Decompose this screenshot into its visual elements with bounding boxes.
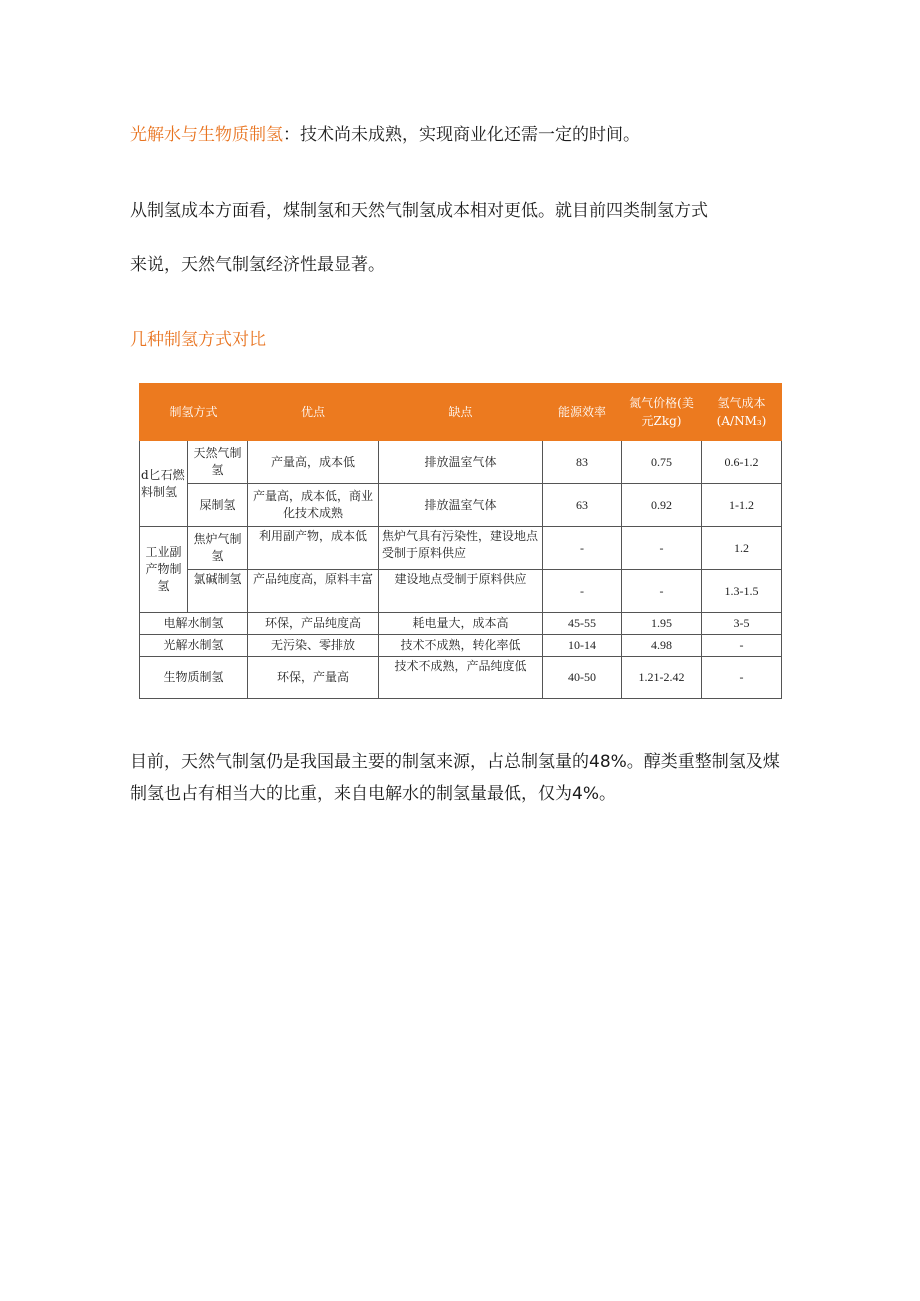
cell-cost: 1.2 [702,527,782,570]
cell-efficiency: 10-14 [543,635,622,657]
intro-paragraph-cost-line2: 来说，天然气制氢经济性最显著。 [130,255,385,275]
body-text: ：技术尚未成熟，实现商业化还需一定的时间。 [283,125,640,145]
cell-cost: - [702,635,782,657]
cell-efficiency: - [543,527,622,570]
table-row [140,657,782,699]
table-row [140,570,782,613]
cell-method: 氯碱制氢 [188,570,248,613]
header-cost: 氢气成本(A/NM₃) [702,384,782,441]
header-cons: 缺点 [379,384,543,441]
cell-method: 天然气制氢 [188,441,248,484]
cell-pros: 产品纯度高，原料丰富 [248,570,379,613]
cell-pros: 产量高，成本低 [248,441,379,484]
section-title: 几种制氢方式对比 [130,330,266,350]
cell-price: 4.98 [622,635,702,657]
group-fossil: d匕石燃料制氢 [140,441,188,527]
cell-method: 电解水制氢 [140,613,248,635]
cell-cons: 技术不成熟，产品纯度低 [379,657,543,699]
cell-pros: 环保，产量高 [248,657,379,699]
conclusion-paragraph: 目前，天然气制氢仍是我国最主要的制氢来源，占总制氢量的48%。醇类重整制氢及煤制氢也占有相当大的比重，来自电解水的制氢量最低，仅为4%。 [130,752,780,804]
cell-cons: 焦炉气具有污染性，建设地点受制于原料供应 [379,527,543,570]
cell-cost: - [702,657,782,699]
cell-cons: 排放温室气体 [379,484,543,527]
cell-efficiency: - [543,570,622,613]
intro-paragraph-photolysis [130,120,640,150]
cell-pros: 产量高，成本低，商业化技术成熟 [248,484,379,527]
cell-price: - [622,570,702,613]
cell-cost: 3-5 [702,613,782,635]
cell-price: - [622,527,702,570]
cell-method: 光解水制氢 [140,635,248,657]
table-row [140,484,782,527]
cell-cost: 1-1.2 [702,484,782,527]
cell-pros: 利用副产物，成本低 [248,527,379,570]
cell-price: 0.75 [622,441,702,484]
header-price: 氮气价格(美元Zkg) [622,384,702,441]
cell-efficiency: 40-50 [543,657,622,699]
cell-method: 生物质制氢 [140,657,248,699]
cell-pros: 环保，产品纯度高 [248,613,379,635]
cell-method: 屎制氢 [188,484,248,527]
header-method: 制氢方式 [140,384,248,441]
cell-cost: 0.6-1.2 [702,441,782,484]
cell-efficiency: 63 [543,484,622,527]
group-industrial: 工业副产物制氢 [140,527,188,613]
table-row [140,635,782,657]
cell-price: 1.21-2.42 [622,657,702,699]
table-row [140,441,782,484]
hydrogen-methods-table [139,383,782,699]
cell-pros: 无污染、零排放 [248,635,379,657]
table-row [140,527,782,570]
cell-price: 1.95 [622,613,702,635]
cell-method: 焦炉气制氢 [188,527,248,570]
cell-cons: 建设地点受制于原料供应 [379,570,543,613]
cell-cons: 耗电量大，成本高 [379,613,543,635]
cell-price: 0.92 [622,484,702,527]
cell-cons: 技术不成熟，转化率低 [379,635,543,657]
table-row [140,613,782,635]
cell-efficiency: 83 [543,441,622,484]
intro-paragraph-cost-line1: 从制氢成本方面看，煤制氢和天然气制氢成本相对更低。就目前四类制氢方式 [130,201,708,221]
cell-cost: 1.3-1.5 [702,570,782,613]
table-header-row [140,384,782,441]
cell-efficiency: 45-55 [543,613,622,635]
header-efficiency: 能源效率 [543,384,622,441]
highlight-text: 光解水与生物质制氢 [130,125,283,145]
header-pros: 优点 [248,384,379,441]
cell-cons: 排放温室气体 [379,441,543,484]
